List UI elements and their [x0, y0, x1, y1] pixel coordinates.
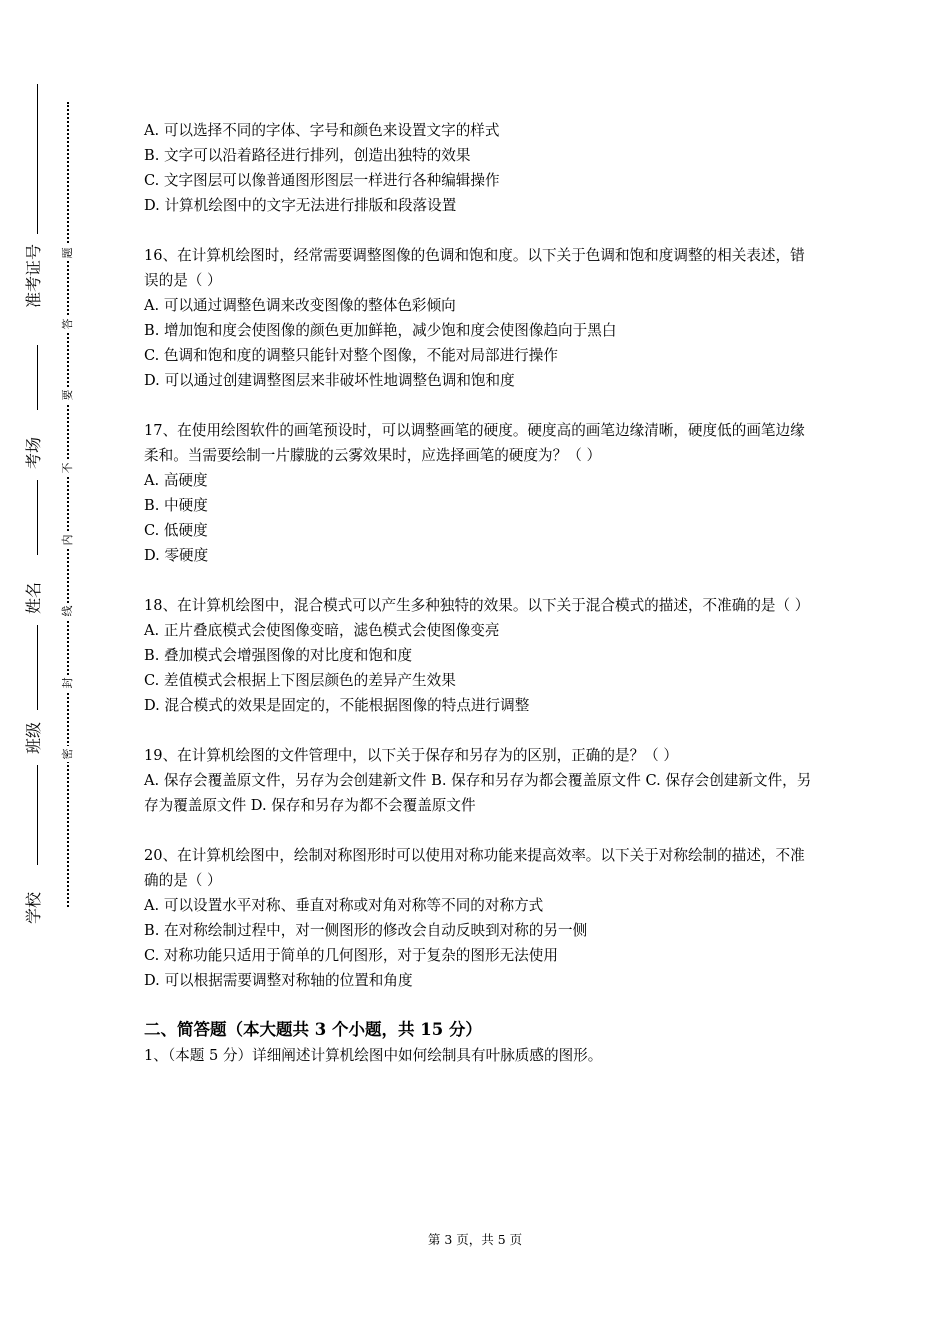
option: A. 可以通过调整色调来改变图像的整体色彩倾向: [144, 297, 456, 314]
option: D. 计算机绘图中的文字无法进行排版和段落设置: [144, 197, 457, 214]
option: A. 正片叠底模式会使图像变暗，滤色模式会使图像变亮: [144, 622, 500, 639]
field-line: [37, 480, 38, 555]
option: B. 中硬度: [144, 497, 208, 514]
option: B. 增加饱和度会使图像的颜色更加鲜艳，减少饱和度会使图像趋向于黑白: [144, 322, 617, 339]
seal-char: 密: [60, 746, 76, 762]
seal-char: 题: [60, 245, 76, 261]
field-admission-number: 准考证号: [24, 243, 43, 308]
option: B. 文字可以沿着路径进行排列，创造出独特的效果: [144, 147, 471, 164]
seal-char: 封: [60, 675, 76, 691]
field-name: 姓名: [24, 582, 43, 615]
seal-char: 要: [60, 387, 76, 403]
option: C. 色调和饱和度的调整只能针对整个图像，不能对局部进行操作: [144, 347, 558, 364]
seal-char: 不: [60, 460, 76, 476]
option: A. 可以设置水平对称、垂直对称或对角对称等不同的对称方式: [144, 897, 544, 914]
option: D. 零硬度: [144, 547, 209, 564]
short-answer-item: 1、（本题 5 分）详细阐述计算机绘图中如何绘制具有叶脉质感的图形。: [144, 1047, 603, 1064]
option: A. 可以选择不同的字体、字号和颜色来设置文字的样式: [144, 122, 500, 139]
exam-content: [144, 118, 816, 1068]
field-line: [37, 625, 38, 710]
option: A. 高硬度: [144, 472, 208, 489]
question-20: [144, 843, 816, 993]
field-line: [37, 345, 38, 410]
question-stem: 16、在计算机绘图时，经常需要调整图像的色调和饱和度。以下关于色调和饱和度调整的相关表述，错误的是（ ）: [144, 247, 805, 289]
field-line: [37, 765, 38, 865]
question-stem: 18、在计算机绘图中，混合模式可以产生多种独特的效果。以下关于混合模式的描述，不准确的是（ ）: [144, 597, 810, 614]
question-15-tail: [144, 118, 816, 218]
option: D. 可以通过创建调整图层来非破坏性地调整色调和饱和度: [144, 372, 515, 389]
option-inline: A. 保存会覆盖原文件，另存为会创建新文件 B. 保存和另存为都会覆盖原文件 C. 保存会创建新文件，另存为覆盖原文件 D. 保存和另存为都不会覆盖原文件: [144, 772, 812, 814]
field-exam-room: 考场: [24, 437, 43, 470]
seal-char: 线: [60, 603, 76, 619]
option: D. 混合模式的效果是固定的，不能根据图像的特点进行调整: [144, 697, 530, 714]
field-line: [37, 84, 38, 234]
seal-dotted-line: [67, 102, 69, 907]
page-footer: 第 3 页，共 5 页: [427, 1232, 523, 1247]
question-stem: 20、在计算机绘图中，绘制对称图形时可以使用对称功能来提高效率。以下关于对称绘制的描述，不准确的是（ ）: [144, 847, 805, 889]
question-18: [144, 593, 816, 718]
question-16: [144, 243, 816, 393]
option: C. 对称功能只适用于简单的几何图形，对于复杂的图形无法使用: [144, 947, 558, 964]
question-17: [144, 418, 816, 568]
seal-char: 内: [60, 532, 76, 548]
option: B. 叠加模式会增强图像的对比度和饱和度: [144, 647, 413, 664]
section-title: 二、简答题（本大题共 3 个小题，共 15 分）: [144, 1020, 482, 1039]
seal-char: 答: [60, 316, 76, 332]
option: C. 差值模式会根据上下图层颜色的差异产生效果: [144, 672, 456, 689]
question-stem: 19、在计算机绘图的文件管理中，以下关于保存和另存为的区别，正确的是？（ ）: [144, 747, 678, 764]
field-school: 学校: [24, 892, 43, 925]
option: C. 文字图层可以像普通图形图层一样进行各种编辑操作: [144, 172, 500, 189]
option: D. 可以根据需要调整对称轴的位置和角度: [144, 972, 413, 989]
field-class: 班级: [24, 722, 43, 755]
option: C. 低硬度: [144, 522, 208, 539]
question-stem: 17、在使用绘图软件的画笔预设时，可以调整画笔的硬度。硬度高的画笔边缘清晰，硬度低的画笔边缘柔和。当需要绘制一片朦胧的云雾效果时，应选择画笔的硬度为？（ ）: [144, 422, 805, 464]
question-19: [144, 743, 816, 818]
option: B. 在对称绘制过程中，对一侧图形的修改会自动反映到对称的另一侧: [144, 922, 588, 939]
